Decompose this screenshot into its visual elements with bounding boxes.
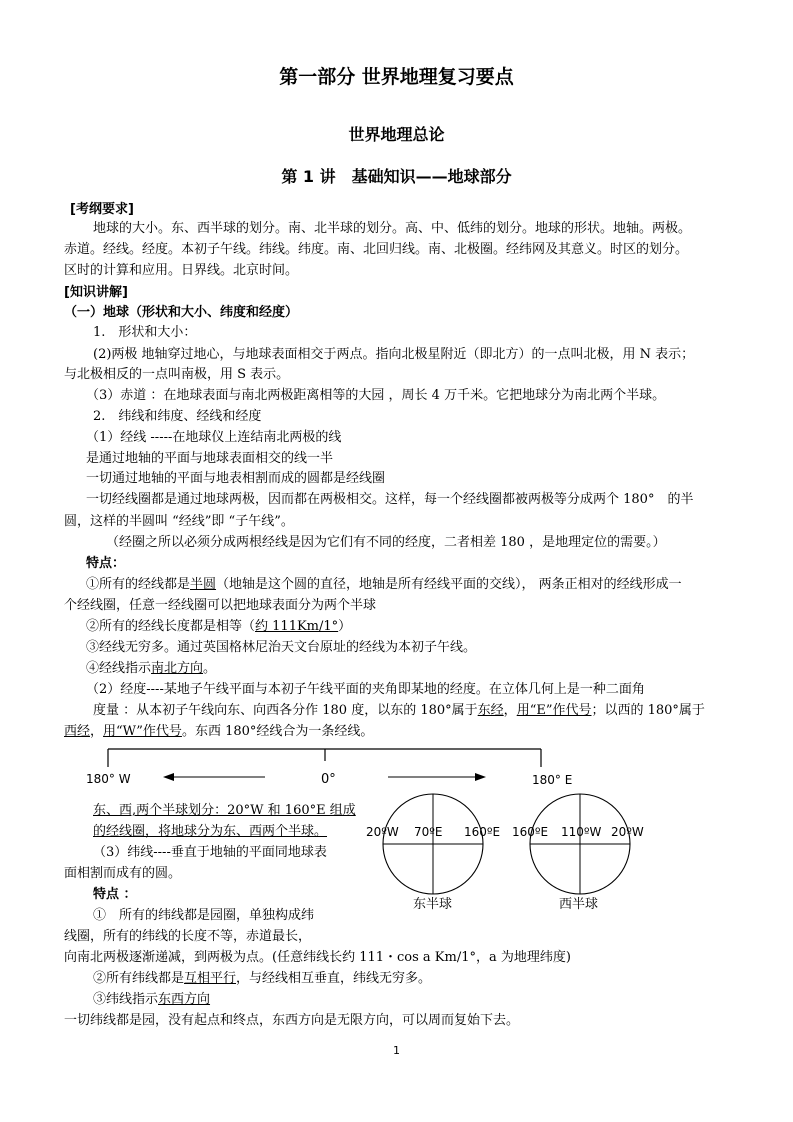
eastern-right-label: 160ºE [464, 825, 501, 839]
paragraph: 是通过地轴的平面与地球表面相交的线一半 [86, 451, 334, 466]
paragraph: 一切纬线都是园，没有起点和终点，东西方向是无限方向，可以周而复始下去。 [64, 1013, 520, 1028]
text: ， [90, 724, 104, 739]
western-left-label: 160ºE [512, 825, 549, 839]
text: 。 [203, 661, 217, 676]
hemisphere-division-note: 的经线圈，将地球分为东、西两个半球。 [93, 824, 328, 839]
paragraph: 与北极相反的一点叫南极，用 S 表示。 [64, 367, 290, 382]
east-arrowhead-icon [475, 773, 486, 781]
paragraph: 1. 形状和大小： [93, 325, 197, 340]
label-0: 0° [321, 772, 336, 787]
underlined-text: 南北方向 [151, 661, 204, 676]
text: 度量 ：从本初子午线向东、向西各分作 180 度，以东的 180°属于 [93, 703, 478, 718]
paragraph: (2)两极 地轴穿过地心，与地球表面相交于两点。指向北极星附近（即北方）的一点叫北极，用 N 表示； [93, 347, 695, 362]
feature-item: ③经线无穷多。通过英国格林尼治天文台原址的经线为本初子午线。 [86, 640, 477, 655]
underlined-text: 用“W”作代号 [103, 724, 182, 739]
underlined-text: 用“E”作代号 [516, 703, 592, 718]
underlined-text: 约 111Km/1° [255, 619, 339, 634]
label-180e: 180° E [532, 773, 573, 787]
exam-requirements-heading: [考纲要求] [70, 202, 134, 217]
paragraph: （3）纬线----垂直于地轴的平面同地球表 [93, 845, 327, 860]
lecture-title: 第 1 讲 基础知识——地球部分 [281, 167, 512, 186]
text: （地轴是这个圆的直径，地轴是所有经线平面的交线）， 两条正相对的经线形成一 [216, 577, 682, 592]
western-center-label: 110ºW [561, 825, 602, 839]
eastern-hemisphere-name: 东半球 [413, 897, 453, 912]
feature-item: 向南北两极逐渐递减，到两极为点。(任意纬线长约 111・cos a Km/1°，a 为地理纬度) [64, 950, 571, 965]
underlined-text: 西经 [64, 724, 91, 739]
knowledge-heading: [知识讲解] [64, 285, 128, 300]
feature-item [86, 618, 351, 636]
paragraph: （3）赤道 ：在地球表面与南北两极距离相等的大园 ，周长 4 万千米。它把地球分为南北两个半球。 [86, 388, 666, 403]
paragraph: 圆，这样的半圆叫 “经线”即 “子午线”。 [64, 514, 294, 529]
paragraph: 2. 纬线和纬度、经线和经度 [93, 409, 262, 424]
text: ②所有纬线都是 [93, 971, 185, 986]
west-arrowhead-icon [163, 773, 174, 781]
section-heading: （一）地球（形状和大小、纬度和经度） [64, 305, 299, 320]
exam-requirements-line: 赤道。经线。经度。本初子午线。纬线。纬度。南、北回归线。南、北极圈。经纬网及其意义。时区的划分。 [64, 242, 689, 257]
hemisphere-division-note: 东、西,两个半球划分：20°W 和 160°E 组成 [93, 803, 356, 818]
section-title: 世界地理总论 [348, 125, 445, 144]
paragraph [64, 723, 373, 741]
features-heading: 特点： [86, 556, 126, 571]
eastern-center-label: 70ºE [414, 825, 443, 839]
text: ） [338, 619, 352, 634]
underlined-text: 半圆 [190, 577, 217, 592]
page-title: 第一部分 世界地理复习要点 [279, 66, 514, 88]
eastern-left-label: 20ºW [366, 825, 399, 839]
underlined-text: 东西方向 [158, 992, 211, 1007]
paragraph: （2）经度----某地子午线平面与本初子午线平面的夹角即某地的经度。在立体几何上是一种二面角 [86, 682, 645, 697]
feature-item: 个经线圈，任意一经线圈可以把地球表面分为两个半球 [64, 598, 377, 613]
underlined-text: 互相平行 [184, 971, 237, 986]
text: ④经线指示 [86, 661, 152, 676]
text: ，与经线相互垂直，纬线无穷多。 [236, 971, 432, 986]
exam-requirements-line: 地球的大小。东、西半球的划分。南、北半球的划分。高、中、低纬的划分。地球的形状。地轴。两极。 [93, 221, 692, 236]
feature-item [86, 660, 216, 678]
paragraph: 面相割而成有的圆。 [64, 866, 182, 881]
western-right-label: 20ºW [611, 825, 644, 839]
paragraph: （1）经线 -----在地球仪上连结南北两极的线 [86, 430, 342, 445]
feature-item [93, 970, 431, 988]
page-number: 1 [393, 1044, 400, 1057]
text: 。东西 180°经线合为一条经线。 [181, 724, 374, 739]
feature-item: ① 所有的纬线都是园圈，单独构成纬 [93, 908, 315, 923]
underlined-text: 东经 [477, 703, 504, 718]
features-heading: 特点 ： [93, 887, 137, 902]
paragraph: 一切通过地轴的平面与地表相割而成的圆都是经线圈 [86, 471, 386, 486]
paragraph [93, 702, 705, 720]
text: ②所有的经线长度都是相等（ [86, 619, 256, 634]
text: ①所有的经线都是 [86, 577, 191, 592]
text: ③纬线指示 [93, 992, 159, 1007]
label-180w: 180° W [86, 772, 131, 786]
feature-item [86, 576, 682, 594]
paragraph: 一切经线圈都是通过地球两极，因而都在两极相交。这样，每一个经线圈都被两极等分成两个 180° 的半 [86, 492, 694, 507]
exam-requirements-line: 区时的计算和应用。日界线。北京时间。 [64, 263, 299, 278]
paragraph: （经圈之所以必须分成两根经线是因为它们有不同的经度，二者相差 180 ，是地理定位的需要。） [106, 535, 666, 550]
text: ；以西的 180°属于 [591, 703, 705, 718]
western-hemisphere-name: 西半球 [559, 897, 599, 912]
feature-item [93, 991, 210, 1009]
feature-item: 线圈，所有的纬线的长度不等，赤道最长， [64, 929, 312, 944]
text: ， [503, 703, 517, 718]
